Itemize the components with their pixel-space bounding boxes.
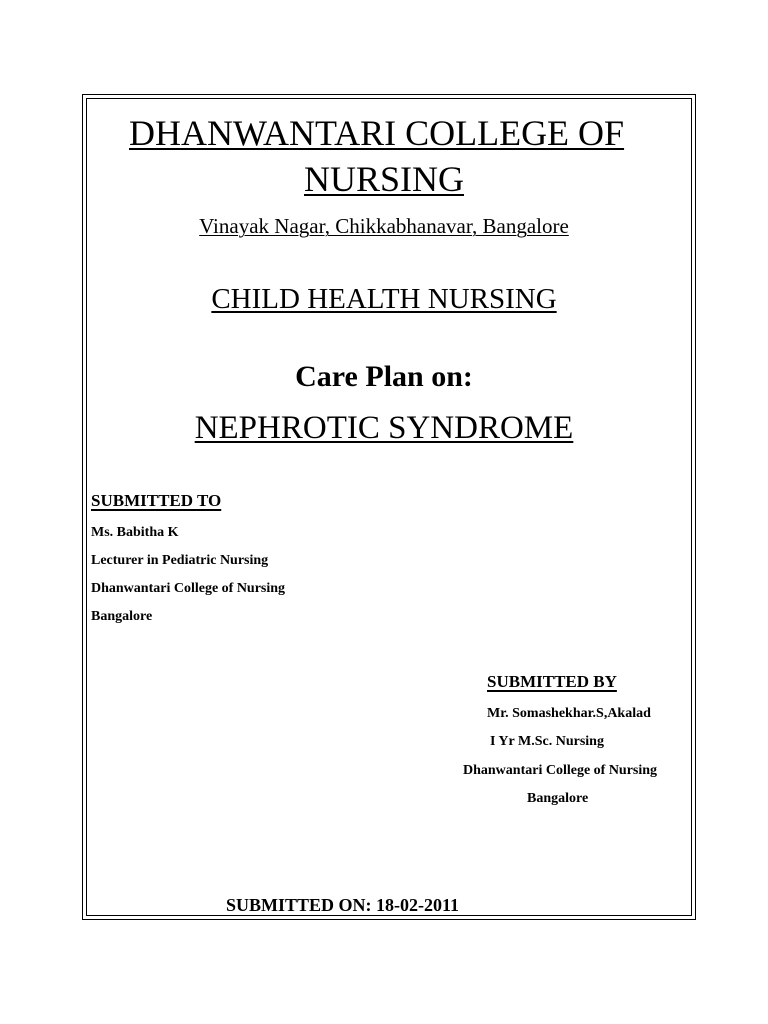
submitted-to-city: Bangalore — [91, 609, 153, 624]
submitted-to-institution: Dhanwantari College of Nursing — [91, 581, 286, 596]
submitted-by-institution: Dhanwantari College of Nursing — [463, 763, 658, 778]
submitted-to-designation: Lecturer in Pediatric Nursing — [91, 553, 269, 568]
submitted-to-name: Ms. Babitha K — [91, 525, 179, 540]
care-plan-topic: NEPHROTIC SYNDROME — [194, 410, 574, 446]
submitted-to-heading: SUBMITTED TO — [91, 491, 222, 510]
college-name-line-2: NURSING — [303, 159, 464, 199]
submission-date: SUBMITTED ON: 18-02-2011 — [226, 895, 460, 915]
subject-title: CHILD HEALTH NURSING — [211, 283, 557, 315]
submitted-by-city: Bangalore — [527, 791, 589, 806]
submitted-by-course: I Yr M.Sc. Nursing — [490, 734, 604, 749]
submitted-by-heading: SUBMITTED BY — [487, 672, 617, 691]
college-name-line-1: DHANWANTARI COLLEGE OF — [129, 113, 625, 153]
submitted-by-name: Mr. Somashekhar.S,Akalad — [487, 706, 651, 721]
college-address: Vinayak Nagar, Chikkabhanavar, Bangalore — [199, 214, 569, 238]
care-plan-label: Care Plan on: — [295, 360, 473, 393]
